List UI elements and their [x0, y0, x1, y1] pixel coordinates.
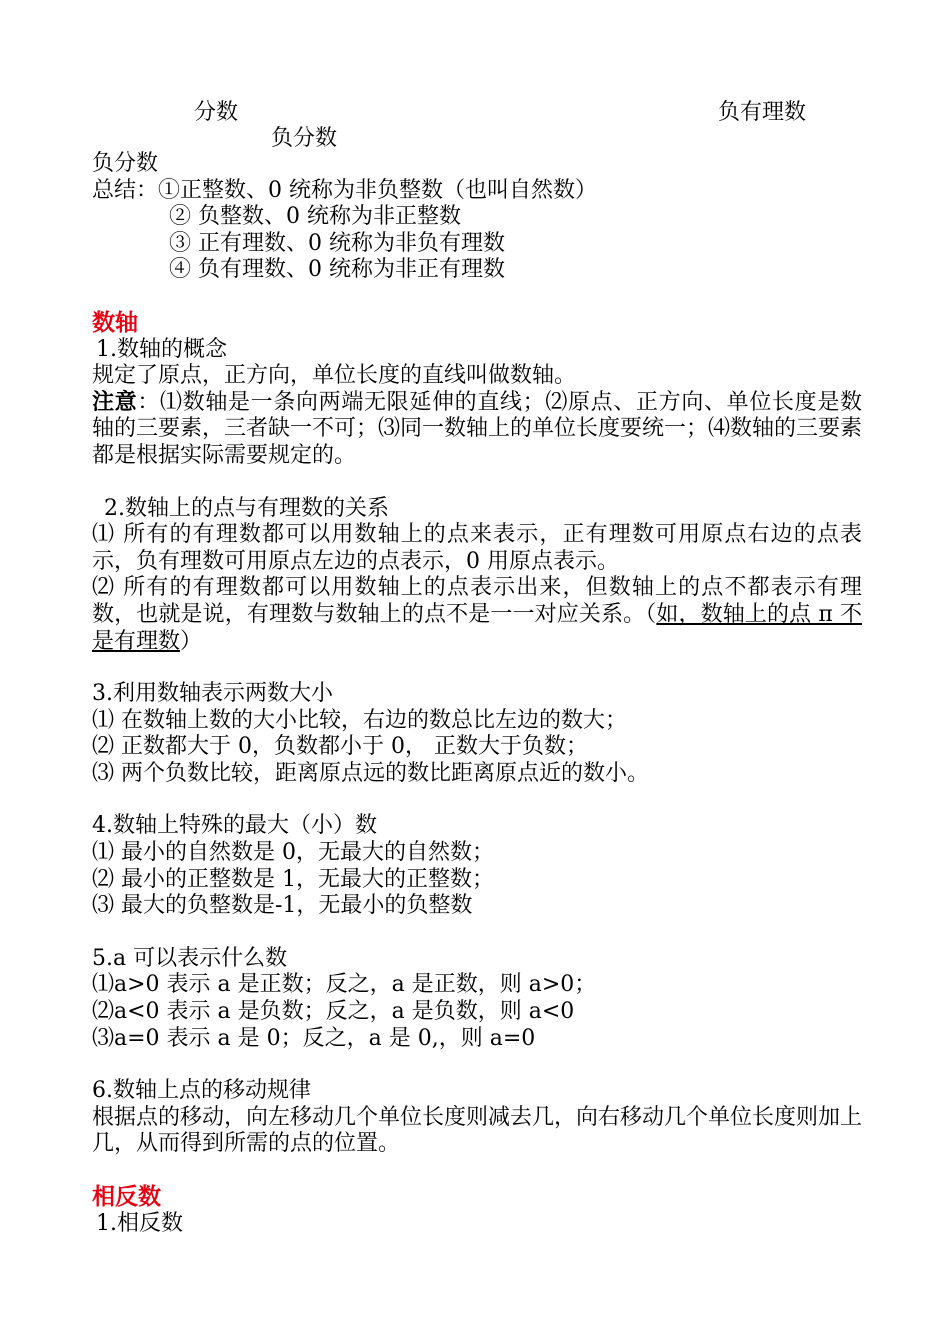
main-content	[92, 151, 862, 1237]
s5-item-2: ⑵a<0 表示 a 是负数；反之，a 是负数，则 a<0	[92, 999, 575, 1025]
label-fraction: 分数	[194, 100, 239, 125]
s3-item-1: ⑴ 在数轴上数的大小比较，右边的数总比左边的数大；	[92, 707, 627, 733]
s5-item-3: ⑶a=0 表示 a 是 0；反之，a 是 0,，则 a=0	[92, 1025, 536, 1051]
s4-item-2: ⑵ 最小的正整数是 1，无最大的正整数；	[92, 866, 494, 892]
s1-definition: 规定了原点，正方向，单位长度的直线叫做数轴。	[92, 363, 577, 389]
s2-paragraph-1: ⑴ 所有的有理数都可以用数轴上的点来表示，正有理数可用原点右边的点表示，负有理数可用原点左边的点表示，0 用原点表示。	[92, 522, 862, 574]
s6-title: 6.数轴上点的移动规律	[92, 1078, 311, 1104]
s1-note	[92, 390, 862, 470]
s2-p2-end: ）	[180, 628, 203, 654]
s5-title: 5.a 可以表示什么数	[92, 945, 288, 971]
note-text: ：⑴数轴是一条向两端无限延伸的直线；⑵原点、正方向、单位长度是数轴的三要素，三者缺一不可；⑶同一数轴上的单位长度要统一；⑷数轴的三要素都是根据实际需要规定的。	[92, 389, 863, 468]
note-label: 注意	[92, 389, 138, 415]
summary-item-4: ④ 负有理数、0 统称为非正有理数	[169, 257, 505, 283]
heading-opposite-number: 相反数	[92, 1184, 161, 1210]
s4-item-1: ⑴ 最小的自然数是 0，无最大的自然数；	[92, 840, 494, 866]
s3-title: 3.利用数轴表示两数大小	[92, 681, 333, 707]
heading-number-line: 数轴	[92, 309, 138, 336]
label-negative-fraction-center: 负分数	[271, 126, 338, 151]
opposite-s1-title: 1.相反数	[96, 1210, 183, 1236]
s1-title: 1.数轴的概念	[96, 336, 227, 362]
s2-p2-text: ⑵ 所有的有理数都可以用数轴上的点表示出来，但数轴上的点不都表示有理数，也就是说，有理数与数轴上的点不是一一对应关系。（	[92, 575, 862, 627]
summary-item-3: ③ 正有理数、0 统称为非负有理数	[169, 230, 505, 256]
s2-p2-underlined: 如，数轴上的点 π 不是有理数	[92, 601, 862, 654]
label-negative-rational: 负有理数	[718, 100, 807, 125]
summary-item-1: ①正整数、0 统称为非负整数（也叫自然数）	[158, 177, 598, 203]
summary-line-1	[92, 178, 862, 205]
s2-paragraph-2	[92, 575, 862, 655]
s3-item-2: ⑵ 正数都大于 0，负数都小于 0， 正数大于负数；	[92, 734, 588, 760]
summary-item-2: ② 负整数、0 统称为非正整数	[169, 204, 461, 230]
s2-title: 2.数轴上的点与有理数的关系	[104, 495, 389, 521]
s4-item-3: ⑶ 最大的负整数是-1，无最小的负整数	[92, 893, 473, 919]
s5-item-1: ⑴a>0 表示 a 是正数；反之，a 是正数，则 a>0；	[92, 972, 597, 998]
summary-negative-fraction: 负分数	[92, 151, 159, 176]
summary-label: 总结：	[92, 177, 159, 203]
s3-item-3: ⑶ 两个负数比较，距离原点远的数比距离原点近的数小。	[92, 760, 649, 786]
s6-text: 根据点的移动，向左移动几个单位长度则减去几，向右移动几个单位长度则加上几，从而得到所需的点的位置。	[92, 1104, 863, 1157]
s4-title: 4.数轴上特殊的最大（小）数	[92, 813, 377, 839]
